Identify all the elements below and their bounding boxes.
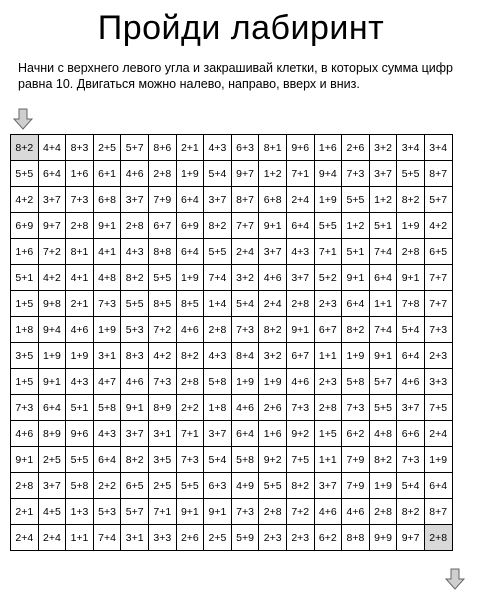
maze-cell[interactable]: 7+9	[342, 473, 370, 499]
maze-cell[interactable]: 6+7	[286, 343, 314, 369]
maze-cell[interactable]: 7+3	[148, 369, 176, 395]
maze-cell[interactable]: 8+9	[38, 421, 66, 447]
maze-cell[interactable]: 6+4	[38, 395, 66, 421]
maze-row	[11, 343, 453, 369]
maze-cell[interactable]: 7+1	[148, 499, 176, 525]
maze-cell[interactable]: 2+1	[11, 499, 39, 525]
maze-cell[interactable]: 3+7	[121, 421, 149, 447]
maze-cell[interactable]: 8+2	[176, 343, 204, 369]
maze-cell[interactable]: 7+3	[176, 447, 204, 473]
maze-cell[interactable]: 6+4	[424, 473, 452, 499]
maze-cell[interactable]: 8+8	[148, 239, 176, 265]
maze-cell[interactable]: 2+5	[204, 525, 232, 551]
maze-cell[interactable]: 1+9	[314, 187, 342, 213]
maze-cell[interactable]: 8+2	[259, 317, 287, 343]
maze-cell[interactable]: 6+4	[369, 265, 397, 291]
maze-cell[interactable]: 1+1	[66, 525, 94, 551]
maze-cell[interactable]: 4+3	[93, 421, 121, 447]
maze-cell[interactable]: 6+9	[176, 213, 204, 239]
maze-cell[interactable]: 4+6	[66, 317, 94, 343]
instructions-text: Начни с верхнего левого угла и закрашивай клетки, в которых сумма цифр равна 10. Двигаться можно налево, направо, вверх и вниз.	[18, 61, 453, 91]
maze-cell[interactable]: 9+1	[369, 343, 397, 369]
maze-row	[11, 161, 453, 187]
maze-cell[interactable]: 7+3	[424, 317, 452, 343]
maze-cell[interactable]: 2+4	[38, 525, 66, 551]
maze-cell[interactable]: 5+5	[176, 473, 204, 499]
maze-cell[interactable]: 9+7	[397, 525, 425, 551]
maze-cell[interactable]: 2+2	[176, 395, 204, 421]
maze-cell[interactable]: 7+5	[424, 395, 452, 421]
maze-cell[interactable]: 3+7	[259, 239, 287, 265]
maze-row	[11, 473, 453, 499]
maze-cell[interactable]: 7+2	[38, 239, 66, 265]
maze-cell[interactable]: 2+8	[369, 499, 397, 525]
maze-cell[interactable]: 7+7	[424, 265, 452, 291]
maze-cell[interactable]: 2+5	[148, 473, 176, 499]
maze-cell[interactable]: 1+1	[314, 447, 342, 473]
maze-cell[interactable]: 5+8	[231, 447, 259, 473]
maze-cell[interactable]: 4+1	[66, 265, 94, 291]
maze-row	[11, 421, 453, 447]
maze-cell[interactable]: 5+8	[66, 473, 94, 499]
maze-cell[interactable]: 2+8	[148, 161, 176, 187]
maze-cell[interactable]: 3+7	[38, 473, 66, 499]
maze-grid	[10, 134, 453, 551]
maze-cell[interactable]: 8+2	[11, 135, 39, 161]
maze-row	[11, 239, 453, 265]
maze-cell[interactable]: 4+2	[424, 213, 452, 239]
maze-cell[interactable]: 4+3	[204, 135, 232, 161]
maze-cell[interactable]: 2+4	[286, 187, 314, 213]
maze-cell[interactable]: 4+3	[286, 239, 314, 265]
maze-cell[interactable]: 4+6	[314, 499, 342, 525]
maze-cell[interactable]: 8+3	[121, 343, 149, 369]
maze-cell[interactable]: 3+2	[231, 265, 259, 291]
maze-cell[interactable]: 6+9	[11, 213, 39, 239]
maze-cell[interactable]: 6+8	[93, 187, 121, 213]
maze-cell[interactable]: 4+9	[231, 473, 259, 499]
maze-cell[interactable]: 6+7	[148, 213, 176, 239]
maze-cell[interactable]: 1+1	[314, 343, 342, 369]
maze-cell[interactable]: 2+3	[286, 525, 314, 551]
maze-cell[interactable]: 4+3	[121, 239, 149, 265]
maze-row	[11, 213, 453, 239]
maze-cell[interactable]: 2+8	[424, 525, 452, 551]
maze-cell[interactable]: 5+7	[121, 499, 149, 525]
maze-cell[interactable]: 8+8	[342, 525, 370, 551]
maze-cell[interactable]: 6+4	[286, 213, 314, 239]
maze-cell[interactable]: 5+5	[397, 161, 425, 187]
maze-cell[interactable]: 2+5	[38, 447, 66, 473]
maze-cell[interactable]: 4+6	[286, 369, 314, 395]
maze-cell[interactable]: 2+4	[231, 239, 259, 265]
maze-cell[interactable]: 2+6	[342, 135, 370, 161]
maze-cell[interactable]: 1+9	[397, 213, 425, 239]
maze-cell[interactable]: 1+9	[424, 447, 452, 473]
maze-cell[interactable]: 2+8	[176, 369, 204, 395]
maze-cell[interactable]: 8+2	[369, 447, 397, 473]
maze-cell[interactable]: 7+7	[231, 213, 259, 239]
maze-cell[interactable]: 4+3	[66, 369, 94, 395]
maze-cell[interactable]: 5+4	[204, 161, 232, 187]
maze-cell[interactable]: 5+3	[121, 317, 149, 343]
maze-cell[interactable]: 9+1	[286, 317, 314, 343]
maze-cell[interactable]: 6+4	[93, 447, 121, 473]
maze-cell[interactable]: 2+3	[424, 343, 452, 369]
maze-row	[11, 135, 453, 161]
maze-cell[interactable]: 3+7	[204, 187, 232, 213]
maze-cell[interactable]: 9+1	[176, 499, 204, 525]
maze-cell[interactable]: 3+2	[259, 343, 287, 369]
maze-cell[interactable]: 9+4	[38, 317, 66, 343]
maze-cell[interactable]: 3+1	[148, 421, 176, 447]
maze-cell[interactable]: 4+6	[397, 369, 425, 395]
maze-cell[interactable]: 7+2	[286, 499, 314, 525]
maze-cell[interactable]: 4+2	[148, 343, 176, 369]
maze-cell[interactable]: 2+8	[11, 473, 39, 499]
maze-cell[interactable]: 6+6	[397, 421, 425, 447]
maze-cell[interactable]: 5+4	[231, 291, 259, 317]
maze-cell[interactable]: 5+1	[66, 395, 94, 421]
maze-cell[interactable]: 5+7	[424, 187, 452, 213]
maze-cell[interactable]: 3+3	[148, 525, 176, 551]
maze-cell[interactable]: 2+6	[176, 525, 204, 551]
maze-cell[interactable]: 4+8	[369, 421, 397, 447]
maze-cell[interactable]: 2+1	[176, 135, 204, 161]
maze-cell[interactable]: 1+6	[66, 161, 94, 187]
maze-cell[interactable]: 3+3	[424, 369, 452, 395]
maze-cell[interactable]: 1+9	[66, 343, 94, 369]
maze-cell[interactable]: 4+6	[342, 499, 370, 525]
maze-cell[interactable]: 7+3	[11, 395, 39, 421]
maze-cell[interactable]: 4+3	[204, 343, 232, 369]
maze-cell[interactable]: 2+8	[259, 499, 287, 525]
maze-cell[interactable]: 5+5	[204, 239, 232, 265]
maze-row	[11, 265, 453, 291]
maze-cell[interactable]: 4+5	[38, 499, 66, 525]
maze-row	[11, 369, 453, 395]
maze-cell[interactable]: 8+3	[66, 135, 94, 161]
maze-cell[interactable]: 2+8	[204, 317, 232, 343]
maze-cell[interactable]: 1+9	[259, 369, 287, 395]
maze-cell[interactable]: 4+6	[121, 369, 149, 395]
maze-cell[interactable]: 8+1	[259, 135, 287, 161]
maze-cell[interactable]: 1+1	[369, 291, 397, 317]
maze-cell[interactable]: 7+3	[231, 317, 259, 343]
maze-cell[interactable]: 3+7	[369, 161, 397, 187]
maze-cell[interactable]: 4+6	[121, 161, 149, 187]
maze-cell[interactable]: 1+9	[342, 343, 370, 369]
maze-cell[interactable]: 8+2	[121, 447, 149, 473]
maze-cell[interactable]: 2+1	[66, 291, 94, 317]
maze-cell[interactable]: 9+7	[38, 213, 66, 239]
maze-cell[interactable]: 1+2	[342, 213, 370, 239]
maze-cell[interactable]: 8+7	[231, 187, 259, 213]
maze-cell[interactable]: 9+1	[204, 499, 232, 525]
maze-cell[interactable]: 5+4	[204, 447, 232, 473]
maze-cell[interactable]: 9+2	[259, 447, 287, 473]
maze-cell[interactable]: 5+7	[369, 369, 397, 395]
maze-cell[interactable]: 3+1	[121, 525, 149, 551]
maze-cell[interactable]: 2+4	[259, 291, 287, 317]
maze-cell[interactable]: 5+5	[314, 213, 342, 239]
maze-row	[11, 525, 453, 551]
maze-cell[interactable]: 1+2	[369, 187, 397, 213]
maze-row	[11, 317, 453, 343]
maze-cell[interactable]: 7+4	[369, 317, 397, 343]
maze-cell[interactable]: 3+5	[148, 447, 176, 473]
maze-cell[interactable]: 6+4	[176, 187, 204, 213]
maze-row	[11, 395, 453, 421]
maze-cell[interactable]: 2+8	[66, 213, 94, 239]
maze-cell[interactable]: 8+9	[148, 395, 176, 421]
maze-cell[interactable]: 5+2	[314, 265, 342, 291]
maze-cell[interactable]: 6+1	[93, 161, 121, 187]
maze-cell[interactable]: 3+7	[38, 187, 66, 213]
maze-cell[interactable]: 1+9	[38, 343, 66, 369]
maze-cell[interactable]: 8+2	[204, 213, 232, 239]
maze-cell[interactable]: 5+8	[93, 395, 121, 421]
maze-cell[interactable]: 7+2	[148, 317, 176, 343]
maze-cell[interactable]: 7+4	[93, 525, 121, 551]
maze-cell[interactable]: 9+1	[342, 265, 370, 291]
maze-cell[interactable]: 7+4	[204, 265, 232, 291]
maze-cell[interactable]: 8+7	[424, 499, 452, 525]
maze-cell[interactable]: 7+4	[369, 239, 397, 265]
maze-cell[interactable]: 4+1	[93, 239, 121, 265]
maze-cell[interactable]: 8+2	[397, 499, 425, 525]
maze-cell[interactable]: 9+1	[93, 213, 121, 239]
maze-cell[interactable]: 2+6	[259, 395, 287, 421]
maze-cell[interactable]: 1+5	[11, 291, 39, 317]
maze-cell[interactable]: 7+3	[66, 187, 94, 213]
maze-cell[interactable]: 2+3	[259, 525, 287, 551]
maze-cell[interactable]: 5+5	[369, 395, 397, 421]
maze-cell[interactable]: 5+3	[93, 499, 121, 525]
maze-cell[interactable]: 4+6	[176, 317, 204, 343]
maze-cell[interactable]: 9+6	[286, 135, 314, 161]
maze-cell[interactable]: 7+9	[148, 187, 176, 213]
maze-cell[interactable]: 9+1	[38, 369, 66, 395]
maze-cell[interactable]: 2+4	[424, 421, 452, 447]
maze-cell[interactable]: 5+5	[342, 187, 370, 213]
maze-cell[interactable]: 4+7	[93, 369, 121, 395]
maze-cell[interactable]: 7+1	[314, 239, 342, 265]
maze-cell[interactable]: 3+2	[369, 135, 397, 161]
maze-cell[interactable]: 5+8	[204, 369, 232, 395]
maze-cell[interactable]: 5+9	[231, 525, 259, 551]
maze-cell[interactable]: 8+2	[286, 473, 314, 499]
maze-row	[11, 499, 453, 525]
maze-cell[interactable]: 2+5	[93, 135, 121, 161]
maze-cell[interactable]: 1+9	[176, 161, 204, 187]
maze-cell[interactable]: 9+7	[231, 161, 259, 187]
maze-cell[interactable]: 5+8	[342, 369, 370, 395]
maze-cell[interactable]: 3+7	[286, 265, 314, 291]
maze-cell[interactable]: 5+1	[342, 239, 370, 265]
maze-cell[interactable]: 9+6	[66, 421, 94, 447]
maze-cell[interactable]: 7+3	[342, 395, 370, 421]
maze-cell[interactable]: 1+9	[369, 473, 397, 499]
maze-cell[interactable]: 1+9	[93, 317, 121, 343]
maze-cell[interactable]: 5+1	[369, 213, 397, 239]
maze-cell[interactable]: 8+2	[342, 317, 370, 343]
maze-cell[interactable]: 5+5	[259, 473, 287, 499]
maze-cell[interactable]: 3+4	[397, 135, 425, 161]
maze-cell[interactable]: 7+3	[231, 499, 259, 525]
maze-cell[interactable]: 1+4	[204, 291, 232, 317]
maze-cell[interactable]: 3+7	[397, 395, 425, 421]
maze-cell[interactable]: 2+8	[286, 291, 314, 317]
maze-cell[interactable]: 1+6	[314, 135, 342, 161]
page-title: Пройди лабиринт	[97, 9, 385, 47]
maze-cell[interactable]: 1+8	[204, 395, 232, 421]
maze-cell[interactable]: 9+1	[121, 395, 149, 421]
maze-cell[interactable]: 7+3	[342, 161, 370, 187]
maze-cell[interactable]: 3+5	[11, 343, 39, 369]
maze-cell[interactable]: 6+4	[176, 239, 204, 265]
maze-cell[interactable]: 1+6	[259, 421, 287, 447]
maze-cell[interactable]: 5+4	[397, 473, 425, 499]
maze-cell[interactable]: 9+2	[286, 421, 314, 447]
maze-cell[interactable]: 4+6	[259, 265, 287, 291]
maze-cell[interactable]: 4+8	[93, 265, 121, 291]
maze-cell[interactable]: 7+5	[286, 447, 314, 473]
maze-cell[interactable]: 3+7	[204, 421, 232, 447]
maze-cell[interactable]: 5+5	[121, 291, 149, 317]
maze-cell[interactable]: 2+2	[93, 473, 121, 499]
maze-cell[interactable]: 6+3	[231, 135, 259, 161]
maze-cell[interactable]: 4+2	[11, 187, 39, 213]
maze-cell[interactable]: 8+2	[121, 265, 149, 291]
maze-cell[interactable]: 2+4	[11, 525, 39, 551]
maze-cell[interactable]: 8+1	[66, 239, 94, 265]
maze-cell[interactable]: 9+9	[369, 525, 397, 551]
maze-cell[interactable]: 4+2	[38, 265, 66, 291]
maze-cell[interactable]: 8+2	[397, 187, 425, 213]
maze-cell[interactable]: 1+9	[176, 265, 204, 291]
maze-cell[interactable]: 1+3	[66, 499, 94, 525]
maze-row	[11, 187, 453, 213]
maze-cell[interactable]: 2+8	[314, 395, 342, 421]
maze-cell[interactable]: 1+5	[11, 369, 39, 395]
maze-cell[interactable]: 9+1	[397, 265, 425, 291]
maze-cell[interactable]: 3+1	[93, 343, 121, 369]
maze-cell[interactable]: 7+1	[176, 421, 204, 447]
maze-cell[interactable]: 7+3	[93, 291, 121, 317]
maze-cell[interactable]: 3+7	[121, 187, 149, 213]
maze-cell[interactable]: 8+5	[148, 291, 176, 317]
maze-cell[interactable]: 1+2	[259, 161, 287, 187]
maze-cell[interactable]: 5+5	[148, 265, 176, 291]
maze-cell[interactable]: 4+6	[11, 421, 39, 447]
maze-cell[interactable]: 6+2	[342, 421, 370, 447]
maze-cell[interactable]: 1+6	[11, 239, 39, 265]
maze-cell[interactable]: 9+4	[314, 161, 342, 187]
maze-cell[interactable]: 7+7	[424, 291, 452, 317]
maze-cell[interactable]: 5+4	[397, 317, 425, 343]
end-arrow-icon	[445, 568, 465, 590]
maze-cell[interactable]: 8+7	[424, 161, 452, 187]
maze-cell[interactable]: 2+3	[314, 369, 342, 395]
maze-cell[interactable]: 8+4	[231, 343, 259, 369]
maze-cell[interactable]: 6+8	[259, 187, 287, 213]
maze-cell[interactable]: 6+4	[397, 343, 425, 369]
maze-cell[interactable]: 1+5	[314, 421, 342, 447]
start-arrow-icon	[13, 108, 33, 130]
maze-cell[interactable]: 6+4	[38, 161, 66, 187]
maze-cell[interactable]: 6+3	[204, 473, 232, 499]
maze-cell[interactable]: 7+3	[397, 447, 425, 473]
maze-cell[interactable]: 5+1	[11, 265, 39, 291]
maze-cell[interactable]: 6+4	[342, 291, 370, 317]
maze-cell[interactable]: 2+3	[314, 291, 342, 317]
maze-row	[11, 291, 453, 317]
maze-row	[11, 447, 453, 473]
maze-cell[interactable]: 8+6	[148, 135, 176, 161]
maze-cell[interactable]: 7+9	[342, 447, 370, 473]
maze-cell[interactable]: 7+3	[286, 395, 314, 421]
maze-cell[interactable]: 5+7	[121, 135, 149, 161]
maze-cell[interactable]: 6+5	[121, 473, 149, 499]
maze-cell[interactable]: 8+5	[176, 291, 204, 317]
maze-cell[interactable]: 3+4	[424, 135, 452, 161]
maze-cell[interactable]: 2+8	[121, 213, 149, 239]
maze-cell[interactable]: 9+1	[11, 447, 39, 473]
maze-cell[interactable]: 9+8	[38, 291, 66, 317]
maze-cell[interactable]: 4+6	[231, 395, 259, 421]
maze-cell[interactable]: 7+1	[286, 161, 314, 187]
maze-cell[interactable]: 6+7	[314, 317, 342, 343]
maze-cell[interactable]: 5+5	[66, 447, 94, 473]
maze-cell[interactable]: 1+9	[231, 369, 259, 395]
maze-cell[interactable]: 9+1	[259, 213, 287, 239]
maze-cell[interactable]: 6+5	[424, 239, 452, 265]
maze-cell[interactable]: 4+4	[38, 135, 66, 161]
maze-cell[interactable]: 2+8	[397, 239, 425, 265]
maze-cell[interactable]: 3+7	[314, 473, 342, 499]
maze-cell[interactable]: 1+8	[11, 317, 39, 343]
maze-cell[interactable]: 5+5	[11, 161, 39, 187]
maze-cell[interactable]: 6+2	[314, 525, 342, 551]
maze-cell[interactable]: 6+4	[231, 421, 259, 447]
maze-cell[interactable]: 7+8	[397, 291, 425, 317]
